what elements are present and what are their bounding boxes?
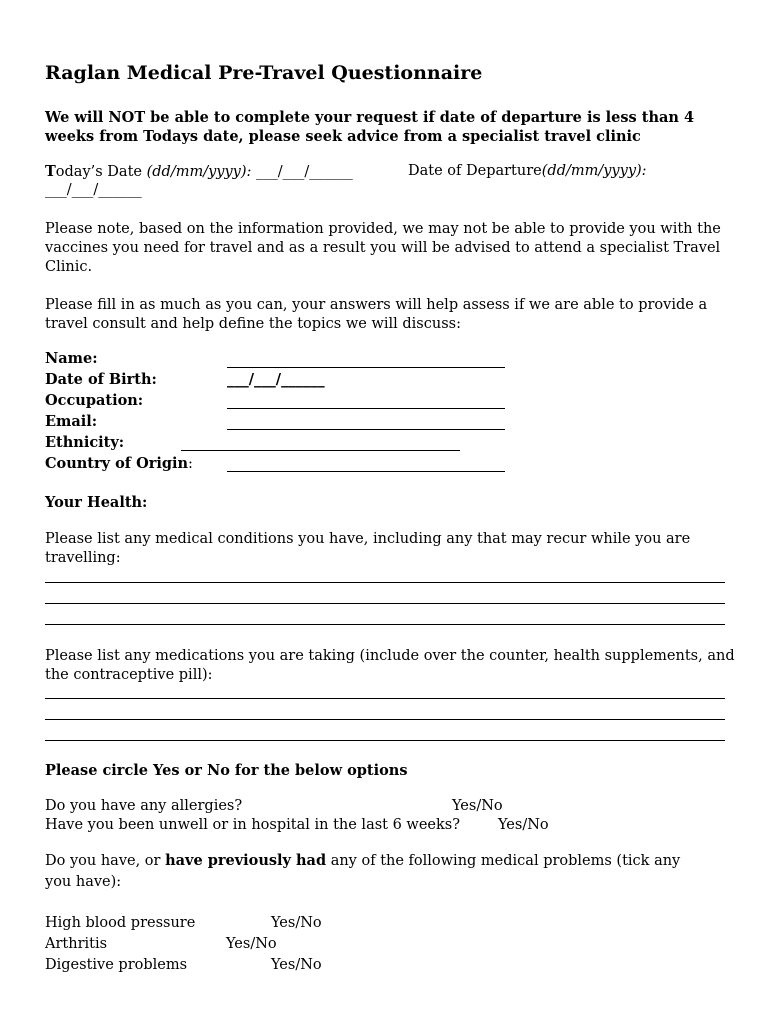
dob-label: Date of Birth: — [45, 371, 157, 388]
departure-date-field[interactable] — [408, 163, 647, 179]
fill-paragraph: Please fill in as much as you can, your answers will help assess if we are able to provide a travel consult and help define the topics we will discuss: — [45, 297, 708, 332]
note-paragraph: Please note, based on the information provided, we may not be able to provide you with the vaccines you need for travel and as a result you will be advised to attend a specialist Travel Clinic. — [45, 221, 721, 275]
medications-paragraph: Please list any medications you are taking (include over the counter, health supplements, and the contraceptive pill): — [45, 648, 735, 683]
occupation-label: Occupation: — [45, 392, 144, 409]
problem-label: Digestive problems — [45, 957, 188, 973]
medications-line-3[interactable] — [45, 740, 725, 741]
page-title: Raglan Medical Pre-Travel Questionnaire — [45, 62, 483, 84]
ethnicity-input-line[interactable] — [181, 450, 460, 451]
country-label-text: Country of Origin — [45, 455, 189, 472]
departure-date-blank[interactable]: ___/___/______ — [45, 182, 142, 198]
name-label: Name: — [45, 350, 98, 367]
problems-intro-bold: have previously had — [165, 852, 327, 869]
departure-date-label: Date of Departure — [408, 163, 542, 179]
unwell-yes-no[interactable]: Yes/No — [498, 817, 549, 833]
problem-label: Arthritis — [45, 936, 108, 952]
conditions-line-2[interactable] — [45, 603, 725, 604]
health-heading: Your Health: — [45, 494, 148, 511]
conditions-line-3[interactable] — [45, 624, 725, 625]
problems-intro-line-1 — [45, 852, 680, 869]
circle-heading: Please circle Yes or No for the below options — [45, 762, 408, 779]
conditions-line-1[interactable] — [45, 582, 725, 583]
occupation-input-line[interactable] — [227, 408, 505, 409]
intro-warning-line-2: weeks from Todays date, please seek advice from a specialist travel clinic — [45, 128, 641, 145]
allergies-yes-no[interactable]: Yes/No — [452, 798, 503, 814]
unwell-question: Have you been unwell or in hospital in the last 6 weeks? — [45, 817, 460, 833]
problems-intro-line-2: you have): — [45, 874, 122, 890]
todays-date-blank: ___/___/______ — [251, 164, 353, 180]
intro-warning — [45, 108, 735, 146]
departure-date-format: (dd/mm/yyyy): — [541, 163, 647, 179]
conditions-paragraph: Please list any medical conditions you have, including any that may recur while you are travelling: — [45, 531, 691, 566]
dob-input-blank[interactable]: ___/___/______ — [227, 371, 325, 388]
email-input-line[interactable] — [227, 429, 505, 430]
todays-date-initial: T — [45, 163, 56, 180]
problem-yes-no[interactable]: Yes/No — [226, 936, 277, 952]
country-input-line[interactable] — [227, 471, 505, 472]
todays-date-format: (dd/mm/yyyy): — [146, 164, 252, 180]
name-input-line[interactable] — [227, 367, 505, 368]
todays-date-label: oday’s Date — [55, 164, 147, 180]
medications-line-1[interactable] — [45, 698, 725, 699]
todays-date-field[interactable] — [45, 163, 353, 180]
problems-intro-b: any of the following medical problems (tick any — [326, 853, 681, 869]
problem-label: High blood pressure — [45, 915, 196, 931]
country-label — [45, 455, 193, 472]
problem-yes-no[interactable]: Yes/No — [271, 915, 322, 931]
medications-line-2[interactable] — [45, 719, 725, 720]
allergies-question: Do you have any allergies? — [45, 798, 243, 814]
intro-warning-line-1: We will NOT be able to complete your request if date of departure is less than 4 — [45, 109, 695, 126]
problem-yes-no[interactable]: Yes/No — [271, 957, 322, 973]
email-label: Email: — [45, 413, 98, 430]
country-label-colon: : — [188, 456, 193, 472]
problems-intro-a: Do you have, or — [45, 853, 166, 869]
ethnicity-label: Ethnicity: — [45, 434, 125, 451]
